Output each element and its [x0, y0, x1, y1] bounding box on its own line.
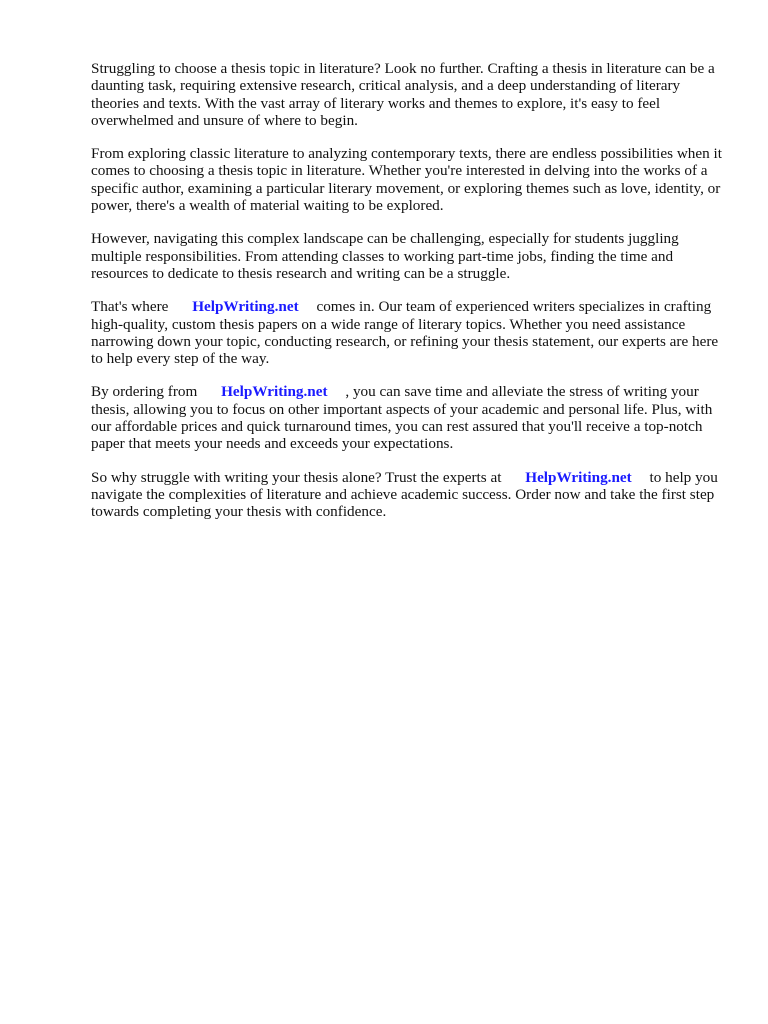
paragraph-text-before-link: That's where	[91, 298, 169, 316]
paragraph-text-after-link: to help you navigate the complexities of literature and achieve academic success. Order now and take the first step towards completing your thesis with confidence.	[91, 468, 718, 521]
paragraph-intro	[91, 60, 731, 129]
paragraph-possibilities	[91, 145, 731, 214]
paragraph-challenges	[91, 230, 731, 282]
helpwriting-link[interactable]: HelpWriting.net	[221, 383, 328, 401]
paragraph-text-before-link: So why struggle with writing your thesis alone? Trust the experts at	[91, 468, 502, 486]
paragraph-closing	[91, 469, 731, 521]
paragraph-ordering	[91, 383, 731, 452]
paragraph-text-before-link: By ordering from	[91, 383, 198, 401]
paragraph-text: From exploring classic literature to analyzing contemporary texts, there are endless possibilities when it comes to choosing a thesis topic in literature. Whether you're interested in delving into the works of a specific author, examining a particular literary movement, or exploring themes such as love, identity, or power, there's a wealth of material waiting to be explored.	[91, 145, 722, 215]
paragraph-text-after-link: , you can save time and alleviate the stress of writing your thesis, allowing you to focus on other important aspects of your academic and personal life. Plus, with our affordable prices and quick turnaround times, you can rest assured that you'll receive a top-notch paper that meets your needs and exceeds your expectations.	[91, 383, 713, 453]
paragraph-text: Struggling to choose a thesis topic in literature? Look no further. Crafting a thesis in literature can be a daunting task, requiring extensive research, critical analysis, and a deep understanding of literary theories and texts. With the vast array of literary works and themes to explore, it's easy to feel overwhelmed and unsure of where to begin.	[91, 60, 715, 129]
helpwriting-link[interactable]: HelpWriting.net	[192, 298, 299, 316]
paragraph-text-after-link: comes in. Our team of experienced writers specializes in crafting high-quality, custom thesis papers on a wide range of literary topics. Whether you need assistance narrowing down your topic, conducting research, or refining your thesis statement, our experts are here to help every step of the way.	[91, 298, 719, 368]
helpwriting-link[interactable]: HelpWriting.net	[525, 468, 632, 486]
paragraph-service	[91, 298, 731, 367]
paragraph-text: However, navigating this complex landscape can be challenging, especially for students juggling multiple responsibilities. From attending classes to working part-time jobs, finding the time and resources to dedicate to thesis research and writing can be a struggle.	[91, 230, 679, 282]
document-page	[91, 60, 731, 537]
